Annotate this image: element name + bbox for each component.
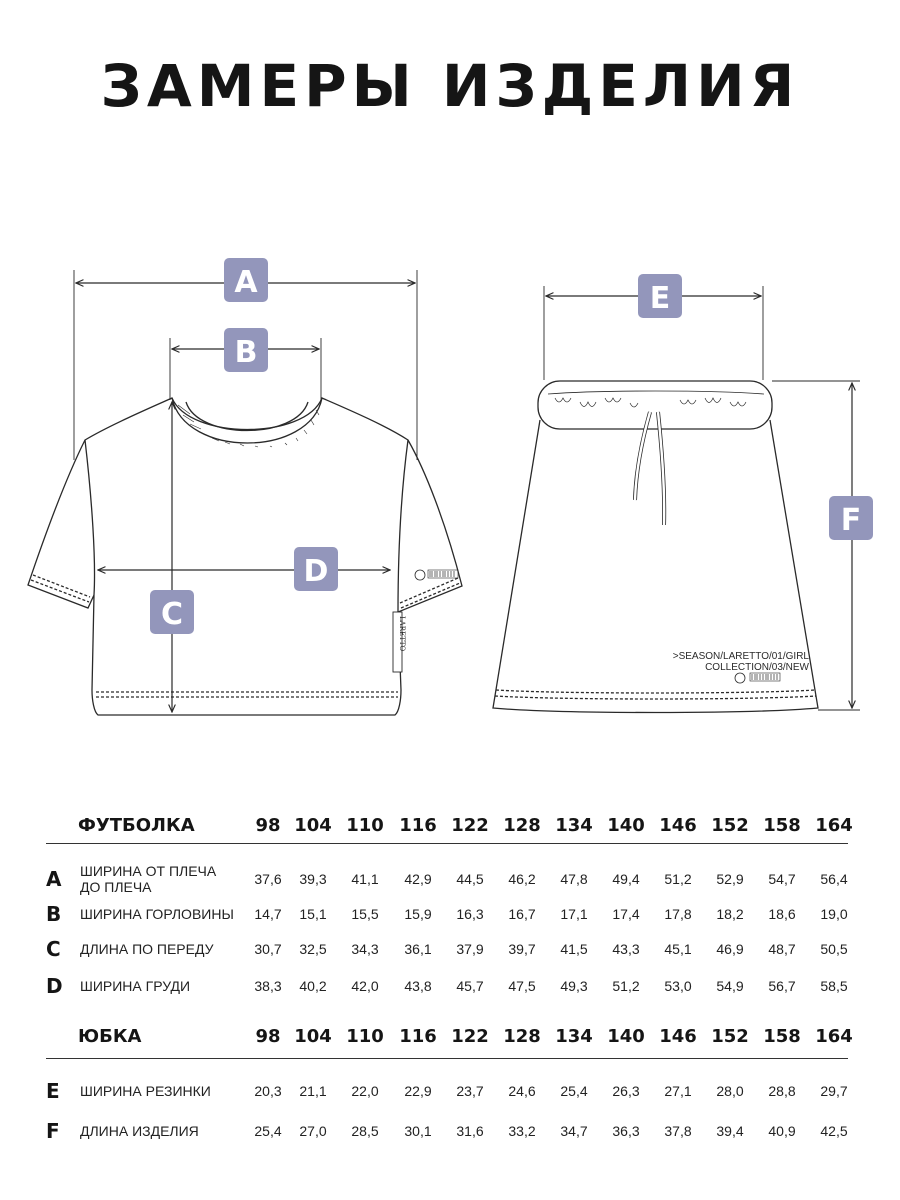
skirt_table-cell: 22,9 (404, 1083, 432, 1099)
page-title: ЗАМЕРЫ ИЗДЕЛИЯ (100, 52, 800, 120)
tshirt_table-cell: 42,9 (404, 871, 432, 887)
tshirt_table-row-letter: A (46, 867, 62, 891)
tshirt_table-cell: 51,2 (664, 871, 692, 887)
skirt_table-size-header: 110 (346, 1026, 384, 1047)
skirt_table-size-header: 98 (255, 1026, 281, 1047)
tshirt_table-cell: 36,1 (404, 941, 432, 957)
tshirt_table-size-header: 158 (763, 815, 801, 836)
skirt_table-cell: 21,1 (299, 1083, 327, 1099)
tshirt_table-size-header: 146 (659, 815, 697, 836)
tshirt_table-cell: 56,4 (820, 871, 848, 887)
tshirt_table-cell: 16,3 (456, 906, 484, 922)
skirt_table-row-label: ДЛИНА ИЗДЕЛИЯ (80, 1123, 199, 1139)
tshirt_table-cell: 41,1 (351, 871, 379, 887)
skirt-print-line1: >SEASON/LARETTO/01/GIRL (672, 651, 809, 662)
tshirt_table-cell: 18,2 (716, 906, 744, 922)
tshirt_table-cell: 41,5 (560, 941, 588, 957)
tshirt_table-cell: 53,0 (664, 978, 692, 994)
skirt_table-cell: 23,7 (456, 1083, 484, 1099)
skirt_table-size-header: 134 (555, 1026, 593, 1047)
skirt_table-divider (46, 1058, 848, 1059)
tshirt_table-cell: 51,2 (612, 978, 640, 994)
skirt_table-size-header: 146 (659, 1026, 697, 1047)
tshirt-tag-text: LARETTO (398, 616, 406, 652)
skirt_table-cell: 20,3 (254, 1083, 282, 1099)
skirt_table-size-header: 140 (607, 1026, 645, 1047)
tshirt_table-cell: 48,7 (768, 941, 796, 957)
svg-text:C: C (160, 597, 184, 632)
badge-a (224, 258, 268, 302)
skirt_table-cell: 34,7 (560, 1123, 588, 1139)
tshirt_table-cell: 58,5 (820, 978, 848, 994)
tshirt_table-cell: 45,1 (664, 941, 692, 957)
svg-text:A: A (234, 265, 258, 300)
tshirt_table-cell: 32,5 (299, 941, 327, 957)
skirt_table-cell: 39,4 (716, 1123, 744, 1139)
tshirt_table-cell: 16,7 (508, 906, 536, 922)
badge-b (224, 328, 268, 372)
skirt_table-cell: 28,5 (351, 1123, 379, 1139)
tshirt_table-cell: 49,4 (612, 871, 640, 887)
tshirt_table-cell: 34,3 (351, 941, 379, 957)
skirt_table-cell: 25,4 (254, 1123, 282, 1139)
tshirt_table-cell: 17,4 (612, 906, 640, 922)
tshirt_table-cell: 38,3 (254, 978, 282, 994)
tshirt_table-row-label: ШИРИНА ГРУДИ (80, 978, 191, 994)
tshirt_table-row-label: ШИРИНА ГОРЛОВИНЫ (80, 906, 234, 922)
skirt_table-row-label: ШИРИНА РЕЗИНКИ (80, 1083, 211, 1099)
tshirt_table-row-label: ДО ПЛЕЧА (80, 879, 152, 895)
tshirt_table-cell: 37,6 (254, 871, 282, 887)
tshirt_table-cell: 56,7 (768, 978, 796, 994)
skirt_table-cell: 30,1 (404, 1123, 432, 1139)
skirt_table-row-letter: F (46, 1119, 60, 1143)
tshirt_table-cell: 49,3 (560, 978, 588, 994)
skirt_table-cell: 27,1 (664, 1083, 692, 1099)
tshirt_table-size-header: 122 (451, 815, 489, 836)
tshirt_table-row-letter: C (46, 937, 61, 961)
svg-text:D: D (303, 554, 329, 589)
skirt_table-row-letter: E (46, 1079, 60, 1103)
garment-illustrations (0, 240, 900, 740)
skirt_table-heading: ЮБКА (78, 1026, 142, 1047)
tshirt_table-cell: 15,1 (299, 906, 327, 922)
skirt_table-cell: 40,9 (768, 1123, 796, 1139)
tshirt_table-cell: 47,8 (560, 871, 588, 887)
tshirt_table-divider (46, 843, 848, 844)
skirt_table-cell: 33,2 (508, 1123, 536, 1139)
tshirt_table-size-header: 134 (555, 815, 593, 836)
skirt_table-cell: 28,0 (716, 1083, 744, 1099)
tshirt_table-size-header: 152 (711, 815, 749, 836)
skirt_table-cell: 36,3 (612, 1123, 640, 1139)
tshirt_table-cell: 47,5 (508, 978, 536, 994)
skirt_table-cell: 31,6 (456, 1123, 484, 1139)
badge-c (150, 590, 194, 634)
badge-f (829, 496, 873, 540)
skirt_table-cell: 24,6 (508, 1083, 536, 1099)
tshirt_table-size-header: 164 (815, 815, 853, 836)
tshirt_table-cell: 46,9 (716, 941, 744, 957)
tshirt_table-cell: 46,2 (508, 871, 536, 887)
svg-text:E: E (649, 281, 671, 316)
tshirt_table-cell: 39,3 (299, 871, 327, 887)
tshirt_table-cell: 39,7 (508, 941, 536, 957)
skirt_table-size-header: 128 (503, 1026, 541, 1047)
skirt-print-line2: COLLECTION/03/NEW (705, 662, 809, 673)
tshirt_table-heading: ФУТБОЛКА (78, 815, 195, 836)
skirt_table-cell: 22,0 (351, 1083, 379, 1099)
tshirt_table-size-header: 104 (294, 815, 332, 836)
tshirt_table-row-letter: D (46, 974, 63, 998)
skirt_table-cell: 42,5 (820, 1123, 848, 1139)
tshirt_table-size-header: 116 (399, 815, 437, 836)
tshirt_table-cell: 37,9 (456, 941, 484, 957)
tshirt_table-size-header: 140 (607, 815, 645, 836)
tshirt_table-cell: 14,7 (254, 906, 282, 922)
tshirt_table-cell: 54,9 (716, 978, 744, 994)
tshirt_table-cell: 43,8 (404, 978, 432, 994)
tshirt_table-row-label: ДЛИНА ПО ПЕРЕДУ (80, 941, 214, 957)
tshirt_table-cell: 15,5 (351, 906, 379, 922)
tshirt_table-size-header: 98 (255, 815, 281, 836)
skirt_table-cell: 26,3 (612, 1083, 640, 1099)
skirt_table-cell: 27,0 (299, 1123, 327, 1139)
tshirt_table-cell: 15,9 (404, 906, 432, 922)
tshirt_table-row-letter: B (46, 902, 62, 926)
svg-text:F: F (840, 503, 862, 538)
skirt_table-size-header: 164 (815, 1026, 853, 1047)
skirt_table-cell: 25,4 (560, 1083, 588, 1099)
tshirt_table-size-header: 110 (346, 815, 384, 836)
tshirt_table-cell: 43,3 (612, 941, 640, 957)
tshirt_table-row-label: ШИРИНА ОТ ПЛЕЧА (80, 863, 217, 879)
tshirt_table-cell: 44,5 (456, 871, 484, 887)
skirt_table-size-header: 104 (294, 1026, 332, 1047)
tshirt-drawing (28, 398, 462, 715)
tshirt_table-cell: 17,8 (664, 906, 692, 922)
tshirt_table-cell: 17,1 (560, 906, 588, 922)
tshirt_table-cell: 18,6 (768, 906, 796, 922)
tshirt_table-cell: 54,7 (768, 871, 796, 887)
skirt_table-size-header: 152 (711, 1026, 749, 1047)
skirt_table-size-header: 158 (763, 1026, 801, 1047)
tshirt_table-cell: 40,2 (299, 978, 327, 994)
skirt_table-cell: 28,8 (768, 1083, 796, 1099)
svg-text:B: B (234, 335, 258, 370)
tshirt_table-cell: 30,7 (254, 941, 282, 957)
tshirt_table-cell: 45,7 (456, 978, 484, 994)
badge-d (294, 547, 338, 591)
tshirt_table-cell: 50,5 (820, 941, 848, 957)
badge-e (638, 274, 682, 318)
tshirt_table-size-header: 128 (503, 815, 541, 836)
tshirt_table-cell: 19,0 (820, 906, 848, 922)
tshirt_table-cell: 42,0 (351, 978, 379, 994)
skirt_table-size-header: 116 (399, 1026, 437, 1047)
skirt_table-cell: 37,8 (664, 1123, 692, 1139)
skirt_table-cell: 29,7 (820, 1083, 848, 1099)
tshirt_table-cell: 52,9 (716, 871, 744, 887)
skirt_table-size-header: 122 (451, 1026, 489, 1047)
